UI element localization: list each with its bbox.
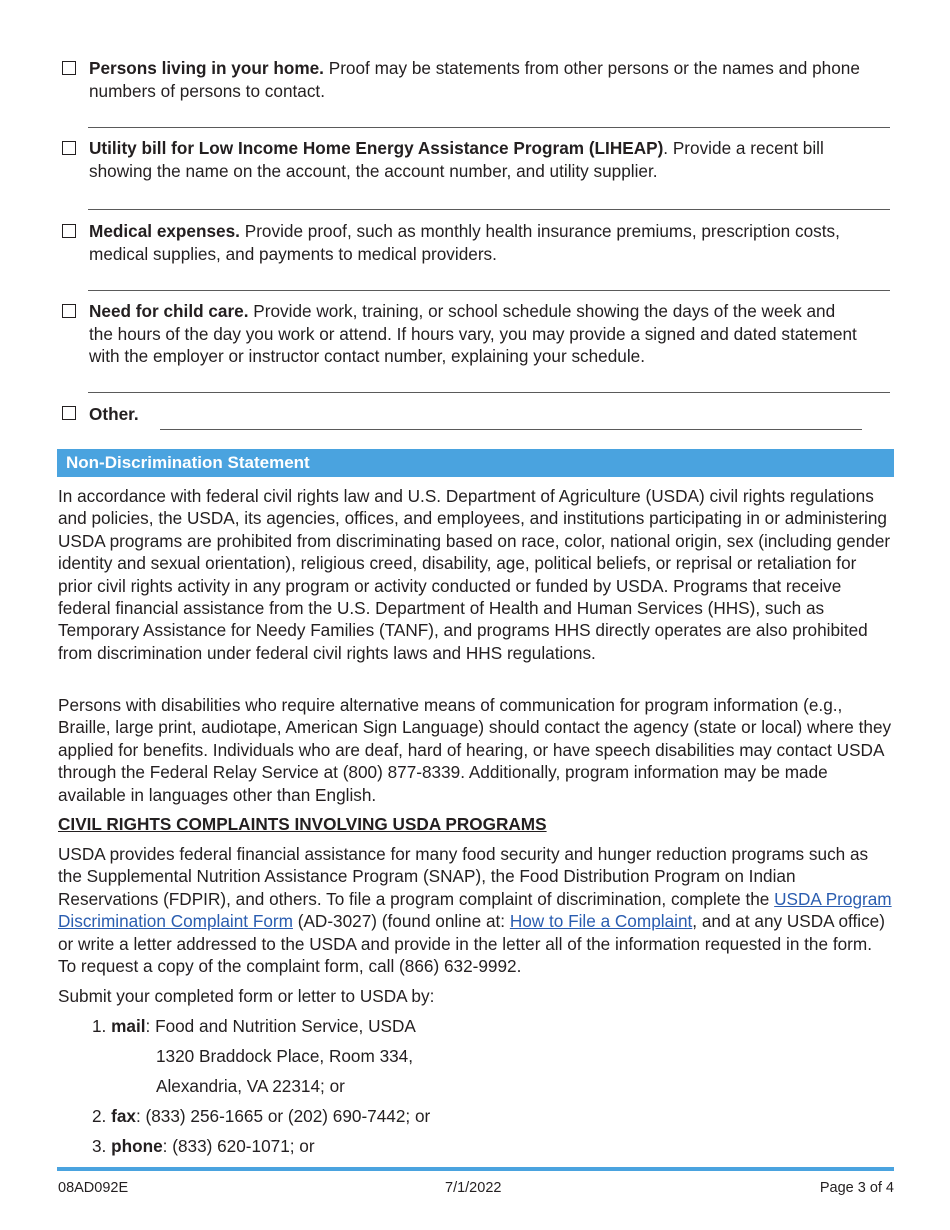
paragraph-disabilities: Persons with disabilities who require alternative means of communication for program information (e.g., Braille, large print, audiotape, American Sign Language) should contact the agency (state or local) where they applied for benefits. Individuals who are deaf, hard of hearing, or have speech disabilities may contact USDA through the Federal Relay Service at (800) 877-8339. Additionally, program information may be made available in languages other than English. — [58, 695, 892, 805]
complaints-heading: CIVIL RIGHTS COMPLAINTS INVOLVING USDA PROGRAMS — [58, 814, 547, 834]
divider — [88, 290, 890, 291]
checklist-text: Other. — [89, 404, 139, 424]
checkbox-childcare[interactable] — [62, 304, 76, 318]
checklist-text: Medical expenses. Provide proof, such as monthly health insurance premiums, prescription costs, medical supplies, and payments to medical providers. — [89, 221, 840, 264]
other-input-line[interactable] — [160, 429, 862, 430]
method-phone: 3. phone: (833) 620-1071; or — [92, 1136, 315, 1156]
checkbox-other[interactable] — [62, 406, 76, 420]
divider — [88, 209, 890, 210]
footer-page-number: Page 3 of 4 — [819, 1180, 894, 1196]
footer-date: 7/1/2022 — [445, 1180, 502, 1196]
checkbox-utility[interactable] — [62, 141, 76, 155]
address-line: 1320 Braddock Place, Room 334, — [156, 1046, 414, 1066]
paragraph-complaints: USDA provides federal financial assistance for many food security and hunger reduction programs such as the Supplemental Nutrition Assistance Program (SNAP), the Food Distribution Program on Indian Reservations (FDPIR), and others. To file a program complaint of discrimination, complete the USDA Program Discrimination Complaint Form (AD-3027) (found online at: How to File a Complaint, and at any USDA office) or write a letter addressed to the USDA and provide in the letter all of the information requested in the form. To request a copy of the complaint form, call (866) 632-9992. — [58, 844, 892, 977]
method-fax: 2. fax: (833) 256-1665 or (202) 690-7442; or — [92, 1106, 431, 1126]
checklist-text: Need for child care. Provide work, training, or school schedule showing the days of the week and the hours of the day you work or attend. If hours vary, you may provide a signed and dated statement with the employer or instructor contact number, explaining your schedule. — [89, 301, 857, 366]
how-to-file-link[interactable]: How to File a Complaint — [509, 911, 693, 932]
divider — [88, 127, 890, 128]
checklist-text: Utility bill for Low Income Home Energy Assistance Program (LIHEAP). Provide a recent bill showing the name on the account, the account number, and utility supplier. — [89, 138, 824, 181]
complaint-form-link[interactable]: USDA Program Discrimination Complaint Form — [58, 888, 892, 932]
paragraph-civil-rights: In accordance with federal civil rights law and U.S. Department of Agriculture (USDA) civil rights regulations and policies, the USDA, its agencies, offices, and employees, and institutions participating in or administering USDA programs are prohibited from discriminating based on race, color, national origin, sex (including gender identity and sexual orientation), religious creed, disability, age, political beliefs, or reprisal or retaliation for prior civil rights activity in any program or activity conducted or funded by USDA. Programs that receive federal financial assistance from the U.S. Department of Health and Human Services (HHS), such as Temporary Assistance for Needy Families (TANF), and programs HHS directly operates are also prohibited from discrimination under federal civil rights laws and HHS regulations. — [58, 486, 891, 663]
checkbox-medical[interactable] — [62, 224, 76, 238]
section-header-non-discrimination: Non-Discrimination Statement — [57, 449, 894, 477]
footer-divider — [57, 1167, 894, 1171]
address-line: Alexandria, VA 22314; or — [156, 1076, 345, 1096]
checklist-text: Persons living in your home. Proof may be statements from other persons or the names and phone numbers of persons to contact. — [89, 58, 860, 101]
submit-intro: Submit your completed form or letter to USDA by: — [58, 986, 435, 1006]
divider — [88, 392, 890, 393]
method-mail: 1. mail: Food and Nutrition Service, USDA — [92, 1016, 416, 1036]
checkbox-persons[interactable] — [62, 61, 76, 75]
footer-form-id: 08AD092E — [58, 1180, 129, 1196]
